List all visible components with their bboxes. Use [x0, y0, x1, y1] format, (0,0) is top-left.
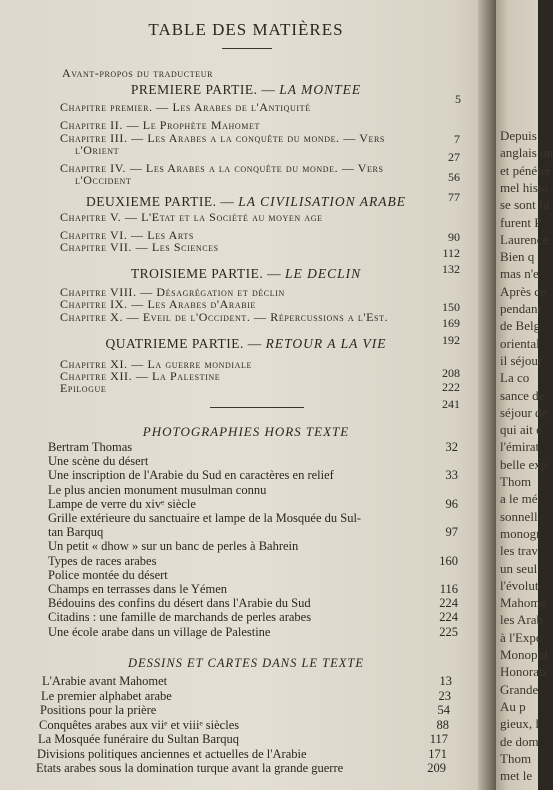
- map-entry-page: 23: [438, 688, 451, 703]
- chapter-page: 90: [448, 230, 460, 244]
- facing-page-line: à l'Expo: [500, 629, 543, 645]
- part-heading-subtitle: LA CIVILISATION ARABE: [238, 194, 406, 209]
- part-heading-label: QUATRIEME PARTIE. —: [105, 336, 266, 351]
- chapter-page: 169: [442, 316, 460, 330]
- photo-entry-text: Champs en terrasses dans le Yémen: [48, 582, 227, 596]
- facing-page-line: il séjour: [500, 352, 543, 368]
- photo-entry-text: Lampe de verre du xivᵉ siècle: [48, 496, 196, 511]
- map-entry: [41, 689, 451, 704]
- avant-propos-text: Avant-propos du traducteur: [62, 66, 214, 80]
- chapter-entry-text: Chapitre IX. — Les Arabes d'Arabie: [60, 297, 256, 311]
- facing-page-line: sonnell: [500, 508, 538, 524]
- maps-heading: DESSINS ET CARTES DANS LE TEXTE: [128, 656, 364, 670]
- facing-page-line: Grande: [500, 681, 539, 697]
- photo-entry-page: 225: [439, 624, 458, 639]
- chapter-entry-cont-text: l'Orient: [75, 143, 120, 157]
- facing-page-line: pendant: [500, 301, 542, 316]
- photo-entry-text: Types de races arabes: [48, 553, 157, 568]
- photo-entry-page: 33: [445, 468, 458, 483]
- photo-entry: [48, 610, 458, 625]
- chapter-entry-text: Chapitre VIII. — Désagrégation et déclin: [60, 285, 285, 299]
- part-heading: [0, 336, 492, 352]
- photo-entry: [48, 596, 458, 611]
- photo-entry: [48, 468, 458, 483]
- chapter-page: 222: [442, 380, 460, 394]
- facing-page-line: l'évolut: [500, 577, 539, 593]
- facing-page-line: les trav: [500, 543, 538, 559]
- map-entry-page: 54: [437, 703, 450, 717]
- map-entry: [42, 674, 452, 689]
- avant-propos-page: 5: [455, 92, 461, 106]
- part-heading-subtitle: LA MONTEE: [279, 82, 362, 97]
- chapter-entry: [60, 100, 460, 115]
- map-entry-page: 209: [427, 761, 446, 775]
- facing-page-line: un seul: [500, 560, 538, 576]
- page-title: TABLE DES MATIÈRES: [148, 20, 344, 39]
- photo-entry-text: Un petit « dhow » sur un banc de perles à Bahrein: [48, 539, 299, 554]
- map-entry-page: 171: [428, 746, 447, 761]
- photo-entry-text: Police montée du désert: [48, 567, 168, 582]
- chapter-page: 27: [448, 150, 460, 164]
- photo-entry-text: Grille extérieure du sanctuaire et lampe de la Mosquée du Sul-: [48, 511, 362, 525]
- map-entry-text: Conquêtes arabes aux viiᵉ et viiiᵉ siècles: [39, 717, 240, 732]
- map-entry-text: Le premier alphabet arabe: [41, 688, 172, 703]
- chapter-page: 208: [442, 366, 460, 380]
- photo-entry-text: Une école arabe dans un village de Palestine: [48, 624, 271, 639]
- facing-page-line: qui ait é: [500, 422, 542, 438]
- photo-entry: [48, 568, 458, 583]
- section-rule: [210, 407, 304, 408]
- part-heading-label: DEUXIEME PARTIE. —: [86, 194, 239, 209]
- chapter-entry-text: Chapitre IV. — Les Arabes a la conquête du monde. — Vers: [60, 161, 384, 175]
- chapter-page: 112: [442, 246, 460, 260]
- title-rule: [222, 48, 272, 49]
- chapter-entry-text: Chapitre III. — Les Arabes a la conquête du monde. — Vers: [60, 131, 385, 145]
- facing-page-line: de dom: [500, 733, 539, 749]
- facing-page: [496, 0, 553, 790]
- map-entry-text: La Mosquée funéraire du Sultan Barquq: [38, 732, 239, 746]
- map-entry-text: Etats arabes sous la domination turque avant la grande guerre: [36, 761, 344, 775]
- chapter-entry-text: Chapitre X. — Eveil de l'Occident. — Répercussions a l'Est.: [60, 310, 389, 324]
- facing-page-line: a le mé: [500, 491, 538, 507]
- facing-page-line: Monopol: [500, 647, 548, 662]
- photo-entry-text: tan Barquq: [48, 525, 104, 540]
- chapter-page: 241: [442, 397, 460, 411]
- photo-entry-page: 96: [445, 496, 458, 511]
- facing-page-line: gieux, l: [500, 716, 539, 732]
- photo-entry: [48, 539, 458, 554]
- photo-entry: [48, 554, 458, 569]
- photo-entry: [48, 440, 458, 455]
- chapter-page: 56: [448, 170, 460, 184]
- map-entry: [38, 732, 448, 747]
- part-heading-subtitle: RETOUR A LA VIE: [265, 336, 387, 351]
- chapter-entry: [60, 210, 460, 225]
- facing-page-line: Thom: [500, 474, 532, 489]
- chapter-entry-text: Chapitre VII. — Les Sciences: [60, 240, 219, 254]
- facing-page-line: monogr: [500, 525, 541, 541]
- facing-page-line: mas n'e: [500, 266, 539, 282]
- photo-entry-page: 97: [445, 525, 458, 540]
- chapter-entry-text: Chapitre XI. — La guerre mondiale: [60, 357, 253, 371]
- facing-page-line: mel histo: [500, 179, 549, 195]
- chapter-page: 150: [442, 300, 460, 314]
- map-entry-page: 13: [439, 674, 452, 688]
- photo-entry-page: 32: [445, 440, 458, 454]
- part-heading: [0, 266, 492, 282]
- facing-page-line: furent P: [500, 214, 542, 230]
- photos-heading: PHOTOGRAPHIES HORS TEXTE: [142, 424, 350, 439]
- facing-page-line: Laurence: [500, 231, 549, 247]
- map-entry: [37, 747, 447, 762]
- photo-entry-page: 116: [439, 582, 458, 596]
- photo-entry: [48, 454, 458, 469]
- photo-entry-text: Une scène du désert: [48, 454, 149, 469]
- map-entry: [40, 703, 450, 718]
- photo-entry-text: Citadins : une famille de marchands de perles arabes: [48, 610, 312, 625]
- photo-entry-text: Une inscription de l'Arabie du Sud en caractères en relief: [48, 468, 334, 483]
- avant-propos: [62, 66, 462, 81]
- facing-page-line: Depuis: [500, 128, 537, 143]
- part-heading: [0, 194, 492, 210]
- chapter-page: 192: [442, 333, 460, 347]
- photo-entry-page: 224: [439, 610, 458, 625]
- photo-entry: [48, 582, 458, 597]
- facing-page-line: Au p: [500, 698, 526, 714]
- chapter-page: 132: [442, 262, 460, 276]
- photo-entry-text: Bertram Thomas: [48, 440, 133, 454]
- chapter-entry-text: Chapitre II. — Le Prophète Mahomet: [60, 118, 260, 132]
- facing-page-line: Bien q: [500, 249, 535, 265]
- facing-page-line: Honorab: [500, 664, 546, 680]
- chapter-page: 77: [448, 190, 460, 204]
- facing-page-line: La co: [500, 370, 530, 386]
- chapter-entry-cont: [75, 173, 475, 188]
- part-heading-label: TROISIEME PARTIE. —: [130, 266, 286, 281]
- facing-page-line: sance de: [500, 387, 545, 403]
- photo-entry: [48, 483, 458, 498]
- facing-page-line: de Belg: [500, 318, 541, 334]
- chapter-entry-text: Chapitre VI. — Les Arts: [60, 228, 194, 242]
- photo-entry-text: Bédouins des confins du désert dans l'Arabie du Sud: [48, 596, 311, 611]
- photo-entry-text: Le plus ancien monument musulman connu: [48, 482, 267, 497]
- map-entry: [39, 718, 449, 733]
- part-heading-label: PREMIERE PARTIE. —: [130, 82, 280, 97]
- chapter-entry: [60, 310, 460, 325]
- part-heading: [0, 82, 492, 98]
- facing-page-line: belle exp: [500, 456, 548, 472]
- facing-page-line: et pénétré: [500, 162, 551, 178]
- facing-page-line: séjour de: [500, 404, 548, 420]
- map-entry: [36, 761, 446, 776]
- chapter-entry: [60, 381, 460, 396]
- facing-page-line: oriental: [500, 335, 540, 351]
- facing-page-line: Thom: [500, 750, 532, 766]
- map-entry-page: 117: [429, 732, 448, 746]
- photo-entry: [48, 525, 458, 540]
- chapter-entry-text: Chapitre premier. — Les Arabes de l'Antiquité: [60, 100, 311, 114]
- part-heading-subtitle: LE DECLIN: [285, 266, 362, 281]
- facing-page-line: se sont fa: [500, 197, 550, 213]
- facing-page-line: Mahome: [500, 595, 547, 611]
- chapter-entry-text: Chapitre XII. — La Palestine: [60, 369, 221, 383]
- facing-page-line: l'émirat: [500, 439, 540, 455]
- photo-entry-page: 224: [439, 596, 458, 611]
- chapter-entry-cont-text: l'Occident: [75, 173, 132, 187]
- map-entry-text: Positions pour la prière: [40, 703, 157, 717]
- photo-entry: [48, 511, 458, 526]
- photo-entry: [48, 497, 458, 512]
- facing-page-line: les Arab: [500, 612, 543, 628]
- facing-page-line: Après ce: [500, 283, 546, 299]
- chapter-entry-text: Chapitre V. — L'Etat et la Société au moyen age: [60, 210, 323, 224]
- map-entry-page: 88: [436, 717, 449, 732]
- chapter-page: 7: [454, 132, 460, 146]
- photo-entry: [48, 625, 458, 640]
- chapter-entry-cont: [75, 143, 475, 158]
- map-entry-text: Divisions politiques anciennes et actuelles de l'Arabie: [37, 746, 307, 761]
- chapter-entry: [60, 240, 460, 255]
- facing-page-line: met le: [500, 768, 533, 784]
- photo-entry-page: 160: [439, 553, 458, 568]
- map-entry-text: L'Arabie avant Mahomet: [42, 674, 168, 688]
- facing-page-line: anglais on: [500, 145, 553, 161]
- chapter-entry-text: Epilogue: [60, 381, 107, 395]
